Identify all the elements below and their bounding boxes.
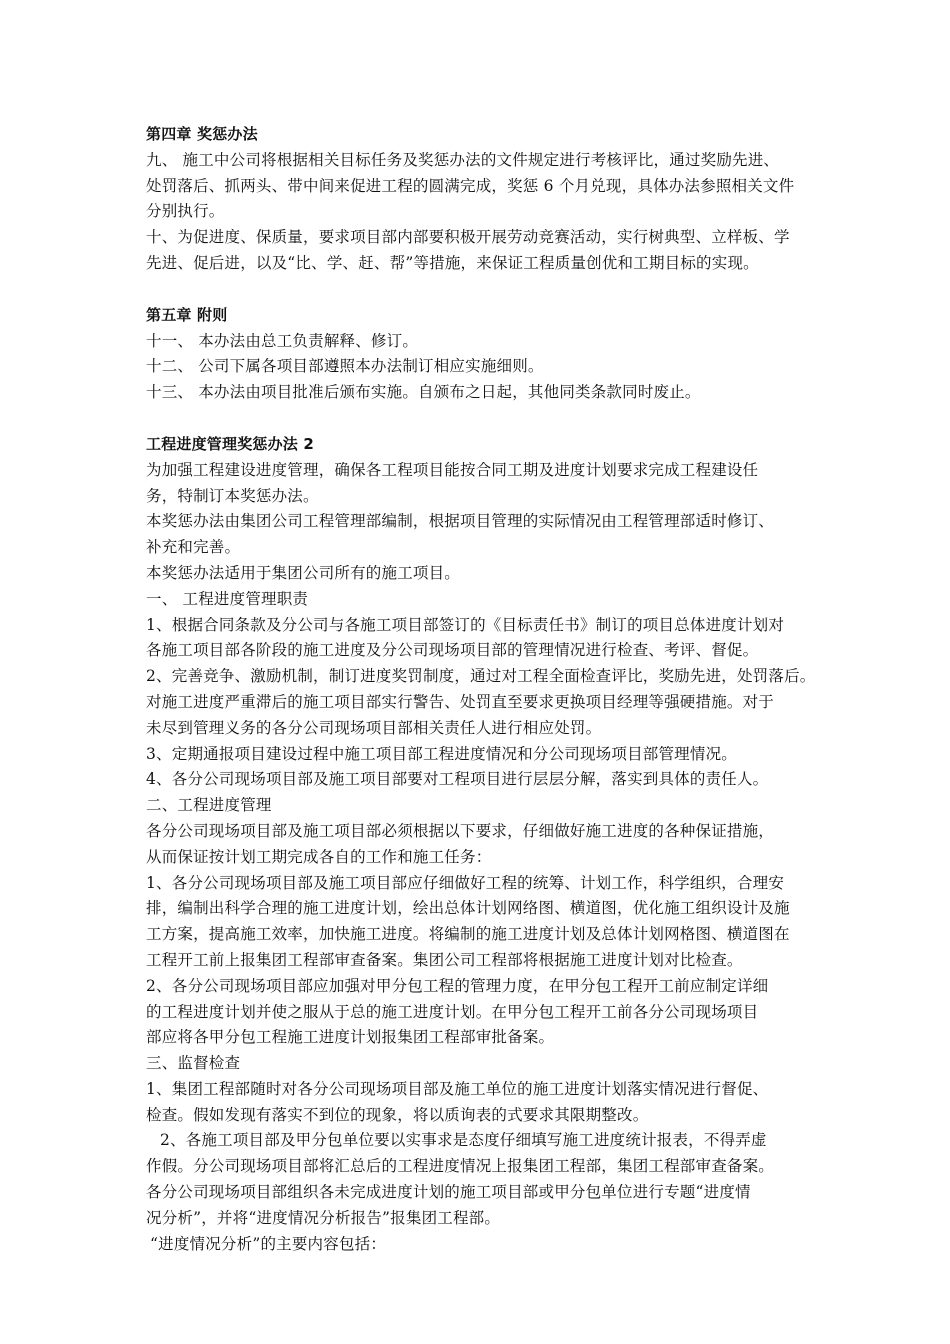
paragraph-line: 本奖惩办法由集团公司工程管理部编制，根据项目管理的实际情况由工程管理部适时修订、 <box>146 512 775 531</box>
paragraph-line: 作假。分公司现场项目部将汇总后的工程进度情况上报集团工程部，集团工程部审查备案。 <box>146 1157 775 1176</box>
subheading-line: 三、监督检查 <box>146 1054 241 1073</box>
paragraph-line: 4、各分公司现场项目部及施工项目部要对工程项目进行层层分解，落实到具体的责任人。 <box>146 770 769 789</box>
paragraph-line: 各分公司现场项目部及施工项目部必须根据以下要求，仔细做好施工进度的各种保证措施， <box>146 821 775 840</box>
paragraph-line: 1、各分公司现场项目部及施工项目部应仔细做好工程的统筹、计划工作，科学组织，合理安 <box>146 873 785 892</box>
chapter-5-heading: 第五章 附则 <box>146 305 228 324</box>
paragraph-line: 十三、 本办法由项目批准后颁布实施。自颁布之日起，其他同类条款同时废止。 <box>146 383 701 402</box>
paragraph-line: 检查。假如发现有落实不到位的现象，将以质询表的式要求其限期整改。 <box>146 1105 649 1124</box>
paragraph-line: 本奖惩办法适用于集团公司所有的施工项目。 <box>146 563 461 582</box>
paragraph-line: 十二、 公司下属各项目部遵照本办法制订相应实施细则。 <box>146 357 544 376</box>
chapter-4-heading: 第四章 奖惩办法 <box>146 125 258 143</box>
paragraph-line: 况分析”，并将“进度情况分析报告”报集团工程部。 <box>146 1208 501 1227</box>
paragraph-line: 处罚落后、抓两头、带中间来促进工程的圆满完成，奖惩 6 个月兑现，具体办法参照相关文件 <box>146 176 795 195</box>
paragraph-line: 十一、 本办法由总工负责解释、修订。 <box>146 331 419 350</box>
paragraph-line: 1、根据合同条款及分公司与各施工项目部签订的《目标责任书》制订的项目总体进度计划对 <box>146 615 785 634</box>
paragraph-line: 十、为促进度、保质量，要求项目部内部要积极开展劳动竞赛活动，实行树典型、立样板、学 <box>146 228 790 247</box>
paragraph-line: 2、各分公司现场项目部应加强对甲分包工程的管理力度，在甲分包工程开工前应制定详细 <box>146 976 769 995</box>
paragraph-line: 各分公司现场项目部组织各未完成进度计划的施工项目部或甲分包单位进行专题“进度情 <box>146 1183 751 1202</box>
paragraph-line: 务，特制订本奖惩办法。 <box>146 486 319 505</box>
section-gap <box>146 277 812 303</box>
paragraph-line: 分别执行。 <box>146 202 225 221</box>
paragraph-line: 3、定期通报项目建设过程中施工项目部工程进度情况和分公司现场项目部管理情况。 <box>146 744 737 763</box>
paragraph-line: 先进、促后进，以及“比、学、赶、帮”等措施，来保证工程质量创优和工期目标的实现。 <box>146 253 759 272</box>
paragraph-line: “进度情况分析”的主要内容包括： <box>150 1234 387 1253</box>
paragraph-line: 为加强工程建设进度管理，确保各工程项目能按合同工期及进度计划要求完成工程建设任 <box>146 460 759 479</box>
paragraph-line: 2、各施工项目部及甲分包单位要以实事求是态度仔细填写施工进度统计报表，不得弄虚 <box>160 1131 767 1150</box>
paragraph-line: 工程开工前上报集团工程部审查备案。集团公司工程部将根据施工进度计划对比检查。 <box>146 950 743 969</box>
subheading-line: 二、工程进度管理 <box>146 796 272 815</box>
paragraph-line: 部应将各甲分包工程施工进度计划报集团工程部审批备案。 <box>146 1028 555 1047</box>
paragraph-line: 从而保证按计划工期完成各自的工作和施工任务： <box>146 847 492 866</box>
document-2-title: 工程进度管理奖惩办法 2 <box>146 434 315 453</box>
paragraph-line: 对施工进度严重滞后的施工项目部实行警告、处罚直至要求更换项目经理等强硬措施。对于 <box>146 692 775 711</box>
paragraph-line: 九、 施工中公司将根据相关目标任务及奖惩办法的文件规定进行考核评比，通过奖励先进、 <box>146 150 780 169</box>
paragraph-line: 工方案，提高施工效率，加快施工进度。将编制的施工进度计划及总体计划网格图、横道图在 <box>146 925 790 944</box>
section-gap <box>146 406 812 432</box>
paragraph-line: 排，编制出科学合理的施工进度计划，绘出总体计划网络图、横道图，优化施工组织设计及施 <box>146 899 790 918</box>
subheading-line: 一、 工程进度管理职责 <box>146 589 309 608</box>
paragraph-line: 2、完善竞争、激励机制，制订进度奖罚制度，通过对工程全面检查评比，奖励先进，处罚落后。 <box>146 667 816 686</box>
paragraph-line: 1、集团工程部随时对各分公司现场项目部及施工单位的施工进度计划落实情况进行督促、 <box>146 1079 769 1098</box>
paragraph-line: 补充和完善。 <box>146 538 241 557</box>
paragraph-line: 的工程进度计划并使之服从于总的施工进度计划。在甲分包工程开工前各分公司现场项目 <box>146 1002 759 1021</box>
paragraph-line: 各施工项目部各阶段的施工进度及分公司现场项目部的管理情况进行检查、考评、督促。 <box>146 641 759 660</box>
paragraph-line: 未尽到管理义务的各分公司现场项目部相关责任人进行相应处罚。 <box>146 718 602 737</box>
